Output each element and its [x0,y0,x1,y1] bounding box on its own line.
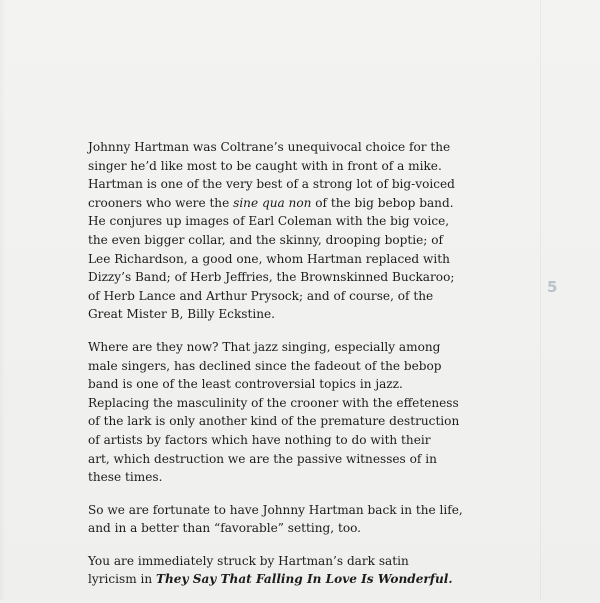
text-line [88,231,498,250]
text-line [88,138,498,157]
text-line [88,287,498,306]
text-span: of Herb Lance and Arthur Prysock; and of course, of the [88,288,434,303]
text-span: art, which destruction we are the passive witnesses of in [88,451,437,466]
text-span: singer he’d like most to be caught with in front of a mike. [88,158,442,173]
paragraph-2 [88,338,498,487]
text-span: Dizzy’s Band; of Herb Jeffries, the Brownskinned Buckaroo; [88,270,455,285]
paragraph-4 [88,552,498,589]
text-span: Where are they now? That jazz singing, especially among [88,339,441,354]
text-span: of the lark is only another kind of the premature destruction [88,414,460,429]
page-fold-line [540,0,541,600]
paragraph-1 [88,138,498,324]
text-span: lyricism in [88,572,157,587]
text-span: Lee Richardson, a good one, whom Hartman replaced with [88,251,450,266]
page-number: 5 [547,278,558,296]
text-line [88,552,498,571]
text-span: He conjures up images of Earl Coleman with the big voice, [88,214,450,229]
text-span: crooners who were the [88,195,234,210]
paragraph-3 [88,501,498,538]
text-span: these times. [88,470,163,485]
text-line [88,501,498,520]
text-span: So we are fortunate to have Johnny Hartman back in the life, [88,502,463,517]
song-title: They Say That Falling In Love Is Wonderful. [156,572,453,587]
text-line [88,431,498,450]
text-line [88,305,498,324]
text-line [88,357,498,376]
text-line [88,268,498,287]
text-span: You are immediately struck by Hartman’s dark satin [88,553,409,568]
text-line [88,375,498,394]
text-span: of artists by factors which have nothing to do with their [88,432,431,447]
text-line [88,519,498,538]
text-line [88,338,498,357]
text-line [88,394,498,413]
text-line [88,157,498,176]
text-span: the even bigger collar, and the skinny, drooping boptie; of [88,232,443,247]
text-line [88,468,498,487]
text-line [88,450,498,469]
text-line [88,194,498,213]
text-span: Replacing the masculinity of the crooner with the effeteness [88,395,459,410]
text-line [88,412,498,431]
text-span: and in a better than “favorable” setting, too. [88,521,362,536]
italic-phrase: sine qua non [233,195,312,210]
text-span: band is one of the least controversial topics in jazz. [88,377,403,392]
text-span: of the big bebop band. [311,195,454,210]
text-line [88,570,498,589]
text-line [88,250,498,269]
text-span: Great Mister B, Billy Eckstine. [88,307,276,322]
text-span: Johnny Hartman was Coltrane’s unequivocal choice for the [88,140,451,154]
text-line [88,212,498,231]
body-text [88,138,498,603]
text-span: Hartman is one of the very best of a strong lot of big-voiced [88,177,455,192]
text-span: male singers, has declined since the fadeout of the bebop [88,358,442,373]
text-line [88,175,498,194]
